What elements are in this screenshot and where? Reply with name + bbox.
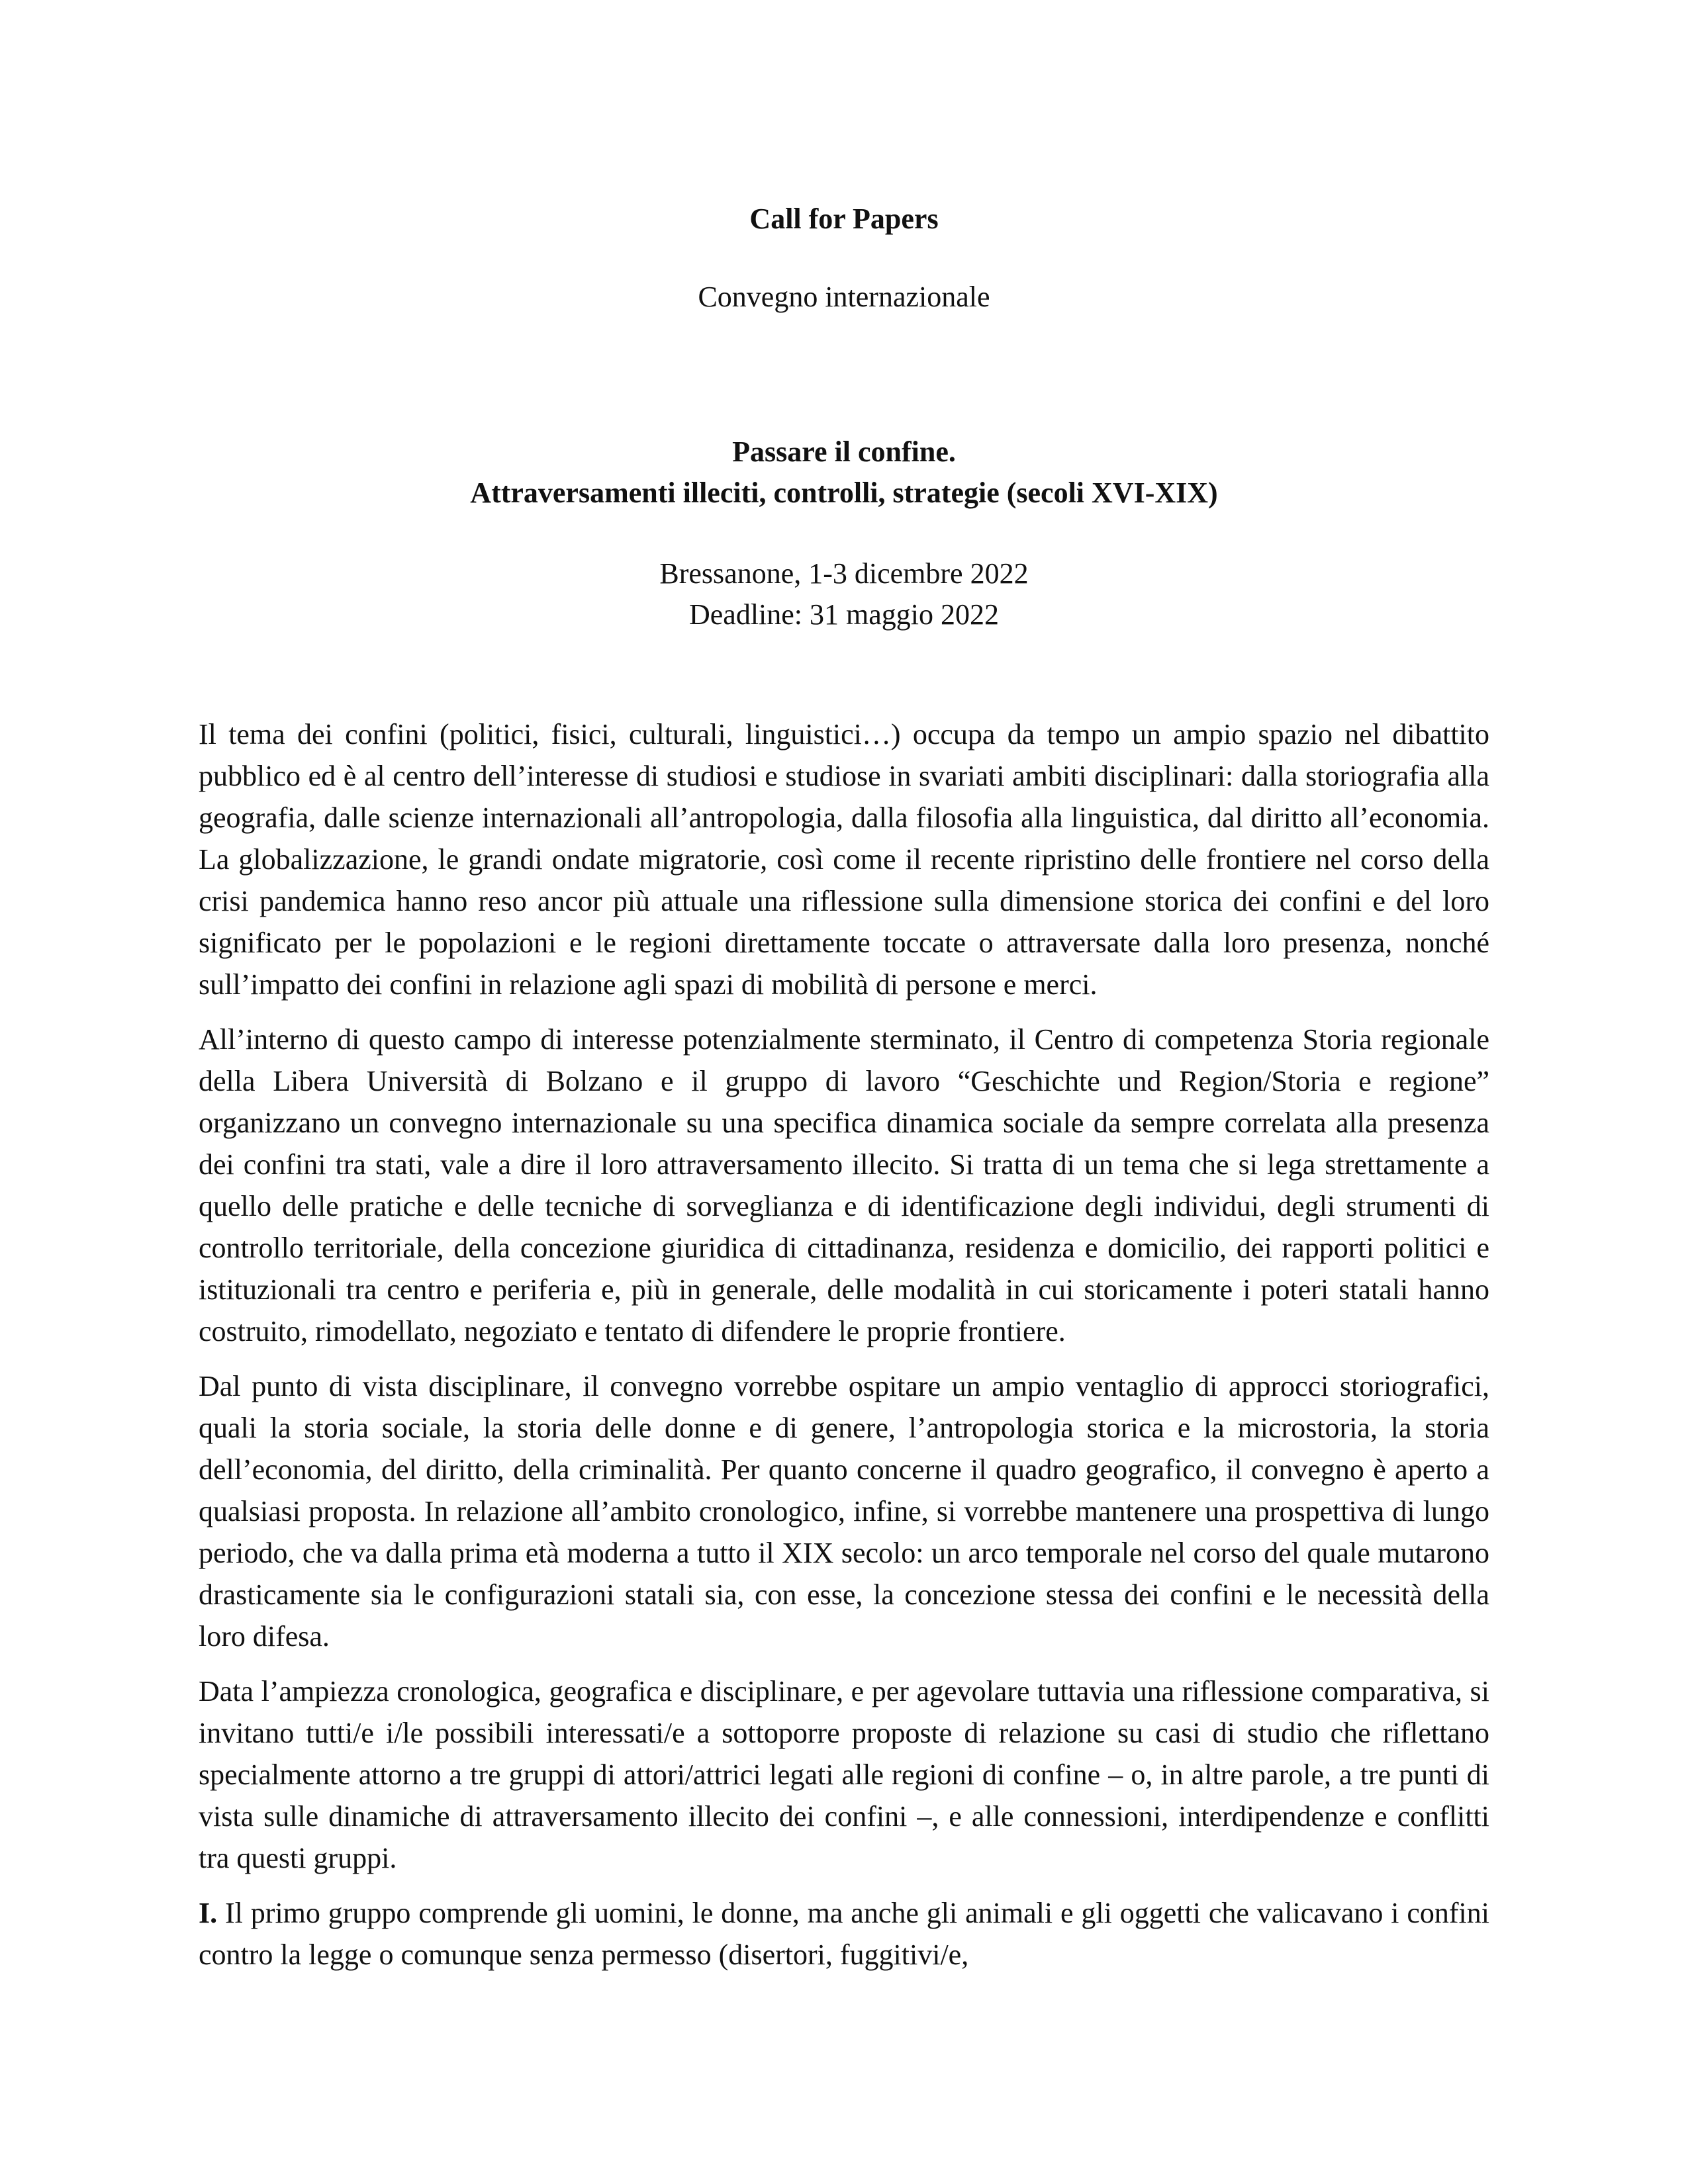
conference-title-line-1: Passare il confine. bbox=[732, 435, 956, 468]
conference-title-line-2: Attraversamenti illeciti, controlli, strategie (secoli XVI-XIX) bbox=[470, 477, 1218, 509]
conference-title bbox=[199, 432, 1489, 514]
paragraph-3: Dal punto di vista disciplinare, il convegno vorrebbe ospitare un ampio ventaglio di approcci storiografici, quali la storia sociale, la storia delle donne e di genere, l’antropologia storica e la microstoria, la storia dell’economia, del diritto, della criminalità. Per quanto concerne il quadro geografico, il convegno è aperto a qualsiasi proposta. In relazione all’ambito cronologico, infine, si vorrebbe mantenere una prospettiva di lungo periodo, che va dalla prima età moderna a tutto il XIX secolo: un arco temporale nel corso del quale mutarono drasticamente sia le configurazioni statali sia, con esse, la concezione stessa dei confini e le necessità della loro difesa. bbox=[199, 1370, 1489, 1653]
conference-place-and-deadline bbox=[199, 553, 1489, 635]
call-for-papers-heading: Call for Papers bbox=[749, 203, 939, 235]
section-one-marker: I. bbox=[199, 1897, 218, 1929]
place-date: Bressanone, 1-3 dicembre 2022 bbox=[659, 557, 1029, 590]
conference-subtitle: Convegno internazionale bbox=[698, 281, 990, 313]
section-one-text: Il primo gruppo comprende gli uomini, le donne, ma anche gli animali e gli oggetti che valicavano i confini contro la legge o comunque senza permesso (disertori, fuggitivi/e, bbox=[199, 1897, 1489, 1971]
paragraph-5 bbox=[199, 1892, 1489, 1976]
body-text bbox=[199, 713, 1489, 1989]
deadline: Deadline: 31 maggio 2022 bbox=[688, 598, 999, 631]
paragraph-2: All’interno di questo campo di interesse potenzialmente sterminato, il Centro di competenza Storia regionale della Libera Università di Bolzano e il gruppo di lavoro “Geschichte und Region/Storia e regione” organizzano un convegno internazionale su una specifica dinamica sociale da sempre correlata alla presenza dei confini tra stati, vale a dire il loro attraversamento illecito. Si tratta di un tema che si lega strettamente a quello delle pratiche e delle tecniche di sorveglianza e di identificazione degli individui, degli strumenti di controllo territoriale, della concezione giuridica di cittadinanza, residenza e domicilio, dei rapporti politici e istituzionali tra centro e periferia e, più in generale, delle modalità in cui storicamente i poteri statali hanno costruito, rimodellato, negoziato e tentato di difendere le proprie frontiere. bbox=[199, 1023, 1489, 1347]
paragraph-4: Data l’ampiezza cronologica, geografica e disciplinare, e per agevolare tuttavia una riflessione comparativa, si invitano tutti/e i/le possibili interessati/e a sottoporre proposte di relazione su casi di studio che riflettano specialmente attorno a tre gruppi di attori/attrici legati alle regioni di confine – o, in altre parole, a tre punti di vista sulle dinamiche di attraversamento illecito dei confini –, e alle connessioni, interdipendenze e conflitti tra questi gruppi. bbox=[199, 1675, 1489, 1874]
paragraph-1: Il tema dei confini (politici, fisici, culturali, linguistici…) occupa da tempo un ampio spazio nel dibattito pubblico ed è al centro dell’interesse di studiosi e studiose in svariati ambiti disciplinari: dalla storiografia alla geografia, dalle scienze internazionali all’antropologia, dalla filosofia alla linguistica, dal diritto all’economia. La globalizzazione, le grandi ondate migratorie, così come il recente ripristino delle frontiere nel corso della crisi pandemica hanno reso ancor più attuale una riflessione sulla dimensione storica dei confini e del loro significato per le popolazioni e le regioni direttamente toccate o attraversate dalla loro presenza, nonché sull’impatto dei confini in relazione agli spazi di mobilità di persone e merci. bbox=[199, 718, 1489, 1001]
